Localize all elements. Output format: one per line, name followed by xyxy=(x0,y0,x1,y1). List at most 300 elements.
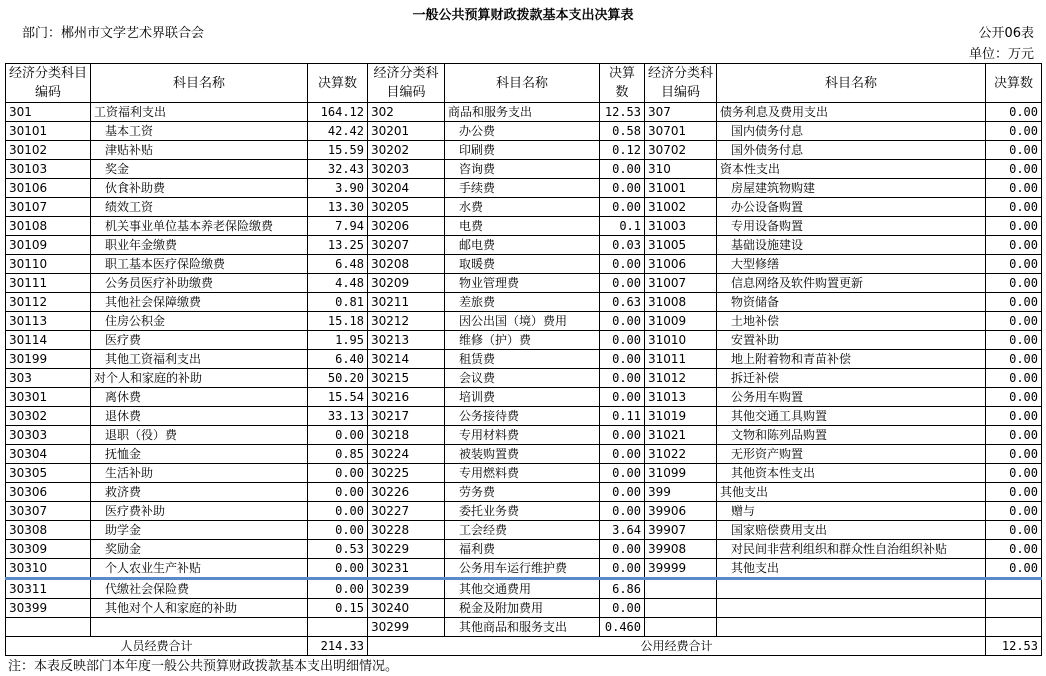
cell-name: 代缴社会保险费 xyxy=(91,579,308,599)
cell-code: 31022 xyxy=(645,445,717,464)
cell-amount xyxy=(986,599,1042,618)
header-row xyxy=(6,64,1042,103)
cell-code xyxy=(645,599,717,618)
table-row xyxy=(6,559,1042,579)
cell-name: 赠与 xyxy=(717,502,986,521)
cell-name: 机关事业单位基本养老保险缴费 xyxy=(91,217,308,236)
table-row xyxy=(6,179,1042,198)
table-row xyxy=(6,502,1042,521)
cell-code: 30213 xyxy=(368,331,445,350)
cell-code: 30199 xyxy=(6,350,91,369)
cell-name: 安置补助 xyxy=(717,331,986,350)
cell-name: 职工基本医疗保险缴费 xyxy=(91,255,308,274)
cell-name: 电费 xyxy=(445,217,600,236)
cell-code xyxy=(6,618,91,637)
cell-code: 30112 xyxy=(6,293,91,312)
cell-code: 31021 xyxy=(645,426,717,445)
cell-amount: 0.00 xyxy=(986,179,1042,198)
cell-code: 30228 xyxy=(368,521,445,540)
cell-code: 30207 xyxy=(368,236,445,255)
cell-code: 30212 xyxy=(368,312,445,331)
cell-amount: 0.00 xyxy=(308,426,368,445)
public-total-value: 12.53 xyxy=(986,637,1042,656)
cell-amount: 0.00 xyxy=(986,293,1042,312)
cell-amount: 0.00 xyxy=(308,483,368,502)
unit-label: 单位：万元 xyxy=(968,47,1034,62)
cell-name: 委托业务费 xyxy=(445,502,600,521)
cell-code: 307 xyxy=(645,103,717,122)
cell-amount: 0.15 xyxy=(308,599,368,618)
header-code: 经济分类科目编码 xyxy=(645,64,717,103)
cell-amount: 15.18 xyxy=(308,312,368,331)
cell-amount: 42.42 xyxy=(308,122,368,141)
cell-code: 30103 xyxy=(6,160,91,179)
table-row xyxy=(6,407,1042,426)
cell-code: 39906 xyxy=(645,502,717,521)
table-row xyxy=(6,217,1042,236)
cell-amount: 0.00 xyxy=(600,599,645,618)
cell-name: 其他商品和服务支出 xyxy=(445,618,600,637)
cell-code: 30299 xyxy=(368,618,445,637)
cell-name: 医疗费 xyxy=(91,331,308,350)
cell-code: 30209 xyxy=(368,274,445,293)
cell-name: 专用设备购置 xyxy=(717,217,986,236)
cell-amount: 0.00 xyxy=(986,540,1042,559)
cell-code: 301 xyxy=(6,103,91,122)
cell-amount: 0.00 xyxy=(986,407,1042,426)
cell-code: 30208 xyxy=(368,255,445,274)
cell-name: 商品和服务支出 xyxy=(445,103,600,122)
cell-code: 39908 xyxy=(645,540,717,559)
cell-name: 培训费 xyxy=(445,388,600,407)
cell-amount: 50.20 xyxy=(308,369,368,388)
header-amount: 决算数 xyxy=(600,64,645,103)
cell-name: 职业年金缴费 xyxy=(91,236,308,255)
cell-code: 30206 xyxy=(368,217,445,236)
cell-amount: 1.95 xyxy=(308,331,368,350)
cell-code: 30226 xyxy=(368,483,445,502)
cell-amount: 0.00 xyxy=(600,483,645,502)
cell-amount: 0.00 xyxy=(986,198,1042,217)
cell-amount: 0.85 xyxy=(308,445,368,464)
cell-name: 基础设施建设 xyxy=(717,236,986,255)
cell-amount: 0.00 xyxy=(986,426,1042,445)
cell-name: 地上附着物和青苗补偿 xyxy=(717,350,986,369)
cell-name: 抚恤金 xyxy=(91,445,308,464)
cell-amount: 0.00 xyxy=(308,579,368,599)
public-total-label: 公用经费合计 xyxy=(368,637,986,656)
cell-name: 拆迁补偿 xyxy=(717,369,986,388)
cell-name xyxy=(91,618,308,637)
cell-code: 39907 xyxy=(645,521,717,540)
cell-code: 30218 xyxy=(368,426,445,445)
cell-amount xyxy=(986,579,1042,599)
cell-amount: 0.00 xyxy=(308,521,368,540)
cell-name: 离休费 xyxy=(91,388,308,407)
cell-amount: 33.13 xyxy=(308,407,368,426)
table-row xyxy=(6,540,1042,559)
cell-name: 办公设备购置 xyxy=(717,198,986,217)
personnel-total-value: 214.33 xyxy=(308,637,368,656)
cell-name: 基本工资 xyxy=(91,122,308,141)
header-name: 科目名称 xyxy=(445,64,600,103)
cell-name xyxy=(717,618,986,637)
cell-amount: 4.48 xyxy=(308,274,368,293)
cell-amount: 0.00 xyxy=(600,160,645,179)
header-code: 经济分类科目编码 xyxy=(368,64,445,103)
cell-name: 奖金 xyxy=(91,160,308,179)
cell-code: 39999 xyxy=(645,559,717,579)
cell-amount: 0.00 xyxy=(600,274,645,293)
cell-amount: 0.00 xyxy=(600,331,645,350)
cell-name: 专用材料费 xyxy=(445,426,600,445)
cell-amount: 0.00 xyxy=(986,388,1042,407)
header-amount: 决算数 xyxy=(308,64,368,103)
cell-code: 30113 xyxy=(6,312,91,331)
cell-code: 30215 xyxy=(368,369,445,388)
cell-code: 30101 xyxy=(6,122,91,141)
cell-code: 30702 xyxy=(645,141,717,160)
cell-code: 30109 xyxy=(6,236,91,255)
cell-code: 30701 xyxy=(645,122,717,141)
table-row xyxy=(6,255,1042,274)
table-row xyxy=(6,599,1042,618)
cell-code: 30224 xyxy=(368,445,445,464)
cell-code: 31008 xyxy=(645,293,717,312)
cell-amount: 0.00 xyxy=(986,255,1042,274)
cell-amount: 0.53 xyxy=(308,540,368,559)
cell-amount: 164.12 xyxy=(308,103,368,122)
cell-name: 其他对个人和家庭的补助 xyxy=(91,599,308,618)
cell-code: 30310 xyxy=(6,559,91,579)
cell-code: 30399 xyxy=(6,599,91,618)
cell-name: 被装购置费 xyxy=(445,445,600,464)
cell-code: 31019 xyxy=(645,407,717,426)
cell-code: 30201 xyxy=(368,122,445,141)
cell-name: 退休费 xyxy=(91,407,308,426)
cell-name: 救济费 xyxy=(91,483,308,502)
cell-amount: 0.00 xyxy=(600,445,645,464)
table-row xyxy=(6,274,1042,293)
cell-name: 水费 xyxy=(445,198,600,217)
cell-name: 物资储备 xyxy=(717,293,986,312)
cell-name: 助学金 xyxy=(91,521,308,540)
cell-code: 30111 xyxy=(6,274,91,293)
cell-name: 咨询费 xyxy=(445,160,600,179)
cell-code: 310 xyxy=(645,160,717,179)
cell-name: 公务用车购置 xyxy=(717,388,986,407)
cell-amount: 6.48 xyxy=(308,255,368,274)
cell-amount: 6.86 xyxy=(600,579,645,599)
cell-name: 税金及附加费用 xyxy=(445,599,600,618)
cell-name: 伙食补助费 xyxy=(91,179,308,198)
cell-code: 30229 xyxy=(368,540,445,559)
cell-amount: 0.00 xyxy=(986,274,1042,293)
table-row xyxy=(6,521,1042,540)
cell-amount: 0.00 xyxy=(600,198,645,217)
cell-code: 30303 xyxy=(6,426,91,445)
cell-name: 其他交通工具购置 xyxy=(717,407,986,426)
cell-name: 退职（役）费 xyxy=(91,426,308,445)
cell-code: 30225 xyxy=(368,464,445,483)
cell-amount: 0.00 xyxy=(986,483,1042,502)
cell-name: 资本性支出 xyxy=(717,160,986,179)
cell-name: 国外债务付息 xyxy=(717,141,986,160)
table-row xyxy=(6,122,1042,141)
cell-code: 30306 xyxy=(6,483,91,502)
cell-amount: 0.00 xyxy=(986,312,1042,331)
cell-code: 30102 xyxy=(6,141,91,160)
cell-code: 30239 xyxy=(368,579,445,599)
cell-amount: 3.64 xyxy=(600,521,645,540)
cell-name: 租赁费 xyxy=(445,350,600,369)
cell-amount: 0.1 xyxy=(600,217,645,236)
cell-amount: 0.00 xyxy=(986,103,1042,122)
cell-code: 30107 xyxy=(6,198,91,217)
cell-amount: 0.00 xyxy=(600,540,645,559)
cell-name: 土地补偿 xyxy=(717,312,986,331)
cell-code: 30304 xyxy=(6,445,91,464)
cell-amount: 0.00 xyxy=(986,217,1042,236)
table-row xyxy=(6,618,1042,637)
cell-name: 房屋建筑物购建 xyxy=(717,179,986,198)
cell-name: 大型修缮 xyxy=(717,255,986,274)
department-label: 部门：郴州市文学艺术界联合会 xyxy=(22,26,205,41)
cell-amount: 7.94 xyxy=(308,217,368,236)
table-row xyxy=(6,103,1042,122)
table-row xyxy=(6,445,1042,464)
cell-amount: 0.00 xyxy=(600,312,645,331)
cell-amount: 0.00 xyxy=(308,464,368,483)
cell-amount: 0.00 xyxy=(986,369,1042,388)
cell-code: 30205 xyxy=(368,198,445,217)
cell-name: 公务用车运行维护费 xyxy=(445,559,600,579)
cell-code: 30227 xyxy=(368,502,445,521)
header-amount: 决算数 xyxy=(986,64,1042,103)
cell-amount: 0.00 xyxy=(986,464,1042,483)
cell-name: 生活补助 xyxy=(91,464,308,483)
cell-name: 公务员医疗补助缴费 xyxy=(91,274,308,293)
cell-amount: 0.00 xyxy=(986,331,1042,350)
header-name: 科目名称 xyxy=(91,64,308,103)
cell-name: 其他支出 xyxy=(717,483,986,502)
cell-code: 30309 xyxy=(6,540,91,559)
cell-code: 30307 xyxy=(6,502,91,521)
cell-amount: 0.00 xyxy=(600,464,645,483)
cell-name: 办公费 xyxy=(445,122,600,141)
cell-name: 债务利息及费用支出 xyxy=(717,103,986,122)
cell-code: 399 xyxy=(645,483,717,502)
cell-name: 劳务费 xyxy=(445,483,600,502)
cell-name: 国内债务付息 xyxy=(717,122,986,141)
cell-code: 31010 xyxy=(645,331,717,350)
cell-name: 津贴补贴 xyxy=(91,141,308,160)
cell-code: 31003 xyxy=(645,217,717,236)
cell-amount: 0.00 xyxy=(986,559,1042,579)
cell-amount: 0.00 xyxy=(986,236,1042,255)
cell-code: 31099 xyxy=(645,464,717,483)
cell-amount: 0.63 xyxy=(600,293,645,312)
table-row xyxy=(6,579,1042,599)
cell-name: 工资福利支出 xyxy=(91,103,308,122)
report-title: 一般公共预算财政拨款基本支出决算表 xyxy=(412,8,634,23)
cell-name: 专用燃料费 xyxy=(445,464,600,483)
table-row xyxy=(6,141,1042,160)
table-code: 公开06表 xyxy=(978,26,1034,41)
cell-amount: 0.00 xyxy=(986,160,1042,179)
cell-amount: 32.43 xyxy=(308,160,368,179)
expenditure-table xyxy=(5,63,1042,656)
cell-amount: 0.12 xyxy=(600,141,645,160)
header-name: 科目名称 xyxy=(717,64,986,103)
cell-amount: 6.40 xyxy=(308,350,368,369)
cell-amount: 3.90 xyxy=(308,179,368,198)
cell-code: 30240 xyxy=(368,599,445,618)
table-body xyxy=(6,103,1042,637)
personnel-total-label: 人员经费合计 xyxy=(6,637,308,656)
cell-amount: 0.81 xyxy=(308,293,368,312)
cell-name: 对个人和家庭的补助 xyxy=(91,369,308,388)
table-row xyxy=(6,350,1042,369)
table-row xyxy=(6,236,1042,255)
cell-code: 30302 xyxy=(6,407,91,426)
cell-amount: 0.00 xyxy=(600,255,645,274)
cell-amount: 0.00 xyxy=(986,141,1042,160)
table-row xyxy=(6,312,1042,331)
cell-amount: 0.00 xyxy=(600,388,645,407)
table-row xyxy=(6,160,1042,179)
cell-code: 31012 xyxy=(645,369,717,388)
cell-amount: 0.00 xyxy=(600,179,645,198)
table-row xyxy=(6,464,1042,483)
cell-amount: 12.53 xyxy=(600,103,645,122)
cell-amount: 0.00 xyxy=(600,559,645,579)
cell-code: 30231 xyxy=(368,559,445,579)
cell-name: 其他交通费用 xyxy=(445,579,600,599)
cell-amount: 0.00 xyxy=(986,445,1042,464)
cell-amount: 0.00 xyxy=(308,559,368,579)
footnote: 注：本表反映部门本年度一般公共预算财政拨款基本支出明细情况。 xyxy=(8,659,399,674)
cell-amount: 15.54 xyxy=(308,388,368,407)
cell-amount: 0.03 xyxy=(600,236,645,255)
cell-name: 其他社会保障缴费 xyxy=(91,293,308,312)
cell-code: 31001 xyxy=(645,179,717,198)
cell-name xyxy=(717,599,986,618)
cell-amount: 0.460 xyxy=(600,618,645,637)
cell-code: 30108 xyxy=(6,217,91,236)
cell-name: 医疗费补助 xyxy=(91,502,308,521)
cell-name xyxy=(717,579,986,599)
cell-name: 无形资产购置 xyxy=(717,445,986,464)
cell-amount xyxy=(308,618,368,637)
cell-code: 302 xyxy=(368,103,445,122)
cell-name: 奖励金 xyxy=(91,540,308,559)
table-row xyxy=(6,369,1042,388)
cell-name: 其他工资福利支出 xyxy=(91,350,308,369)
table-row xyxy=(6,483,1042,502)
cell-code: 30214 xyxy=(368,350,445,369)
cell-name: 其他支出 xyxy=(717,559,986,579)
cell-code: 31013 xyxy=(645,388,717,407)
table-row xyxy=(6,388,1042,407)
cell-name: 印刷费 xyxy=(445,141,600,160)
cell-code: 31007 xyxy=(645,274,717,293)
cell-code: 30301 xyxy=(6,388,91,407)
cell-code: 30211 xyxy=(368,293,445,312)
cell-code: 30106 xyxy=(6,179,91,198)
cell-code: 30308 xyxy=(6,521,91,540)
cell-amount: 0.00 xyxy=(600,350,645,369)
cell-amount: 13.25 xyxy=(308,236,368,255)
cell-code: 30217 xyxy=(368,407,445,426)
header-code: 经济分类科目编码 xyxy=(6,64,91,103)
cell-amount: 0.00 xyxy=(600,502,645,521)
cell-name: 物业管理费 xyxy=(445,274,600,293)
totals-row xyxy=(6,637,1042,656)
cell-code: 30110 xyxy=(6,255,91,274)
cell-amount: 0.00 xyxy=(986,122,1042,141)
cell-name: 住房公积金 xyxy=(91,312,308,331)
cell-amount: 13.30 xyxy=(308,198,368,217)
cell-code: 30305 xyxy=(6,464,91,483)
cell-code: 30204 xyxy=(368,179,445,198)
cell-name: 其他资本性支出 xyxy=(717,464,986,483)
cell-amount: 0.00 xyxy=(986,350,1042,369)
cell-code xyxy=(645,618,717,637)
cell-name: 维修（护）费 xyxy=(445,331,600,350)
cell-code: 30114 xyxy=(6,331,91,350)
cell-name: 国家赔偿费用支出 xyxy=(717,521,986,540)
cell-name: 对民间非营利组织和群众性自治组织补贴 xyxy=(717,540,986,559)
cell-amount: 0.00 xyxy=(986,502,1042,521)
cell-amount: 0.00 xyxy=(986,521,1042,540)
cell-name: 会议费 xyxy=(445,369,600,388)
cell-name: 公务接待费 xyxy=(445,407,600,426)
cell-name: 文物和陈列品购置 xyxy=(717,426,986,445)
cell-code: 303 xyxy=(6,369,91,388)
cell-code: 31009 xyxy=(645,312,717,331)
table-row xyxy=(6,198,1042,217)
cell-code: 31011 xyxy=(645,350,717,369)
cell-name: 福利费 xyxy=(445,540,600,559)
cell-name: 差旅费 xyxy=(445,293,600,312)
cell-name: 工会经费 xyxy=(445,521,600,540)
cell-name: 取暖费 xyxy=(445,255,600,274)
cell-code: 30203 xyxy=(368,160,445,179)
cell-name: 因公出国（境）费用 xyxy=(445,312,600,331)
cell-name: 信息网络及软件购置更新 xyxy=(717,274,986,293)
cell-code: 30202 xyxy=(368,141,445,160)
table-row xyxy=(6,293,1042,312)
cell-amount: 0.00 xyxy=(600,369,645,388)
cell-code xyxy=(645,579,717,599)
cell-code: 30216 xyxy=(368,388,445,407)
cell-amount: 0.00 xyxy=(308,502,368,521)
cell-amount: 15.59 xyxy=(308,141,368,160)
cell-code: 31005 xyxy=(645,236,717,255)
cell-name: 绩效工资 xyxy=(91,198,308,217)
cell-code: 31006 xyxy=(645,255,717,274)
cell-code: 31002 xyxy=(645,198,717,217)
cell-amount xyxy=(986,618,1042,637)
cell-amount: 0.00 xyxy=(600,426,645,445)
cell-name: 个人农业生产补贴 xyxy=(91,559,308,579)
cell-amount: 0.58 xyxy=(600,122,645,141)
cell-code: 30311 xyxy=(6,579,91,599)
table-row xyxy=(6,426,1042,445)
cell-name: 邮电费 xyxy=(445,236,600,255)
table-row xyxy=(6,331,1042,350)
